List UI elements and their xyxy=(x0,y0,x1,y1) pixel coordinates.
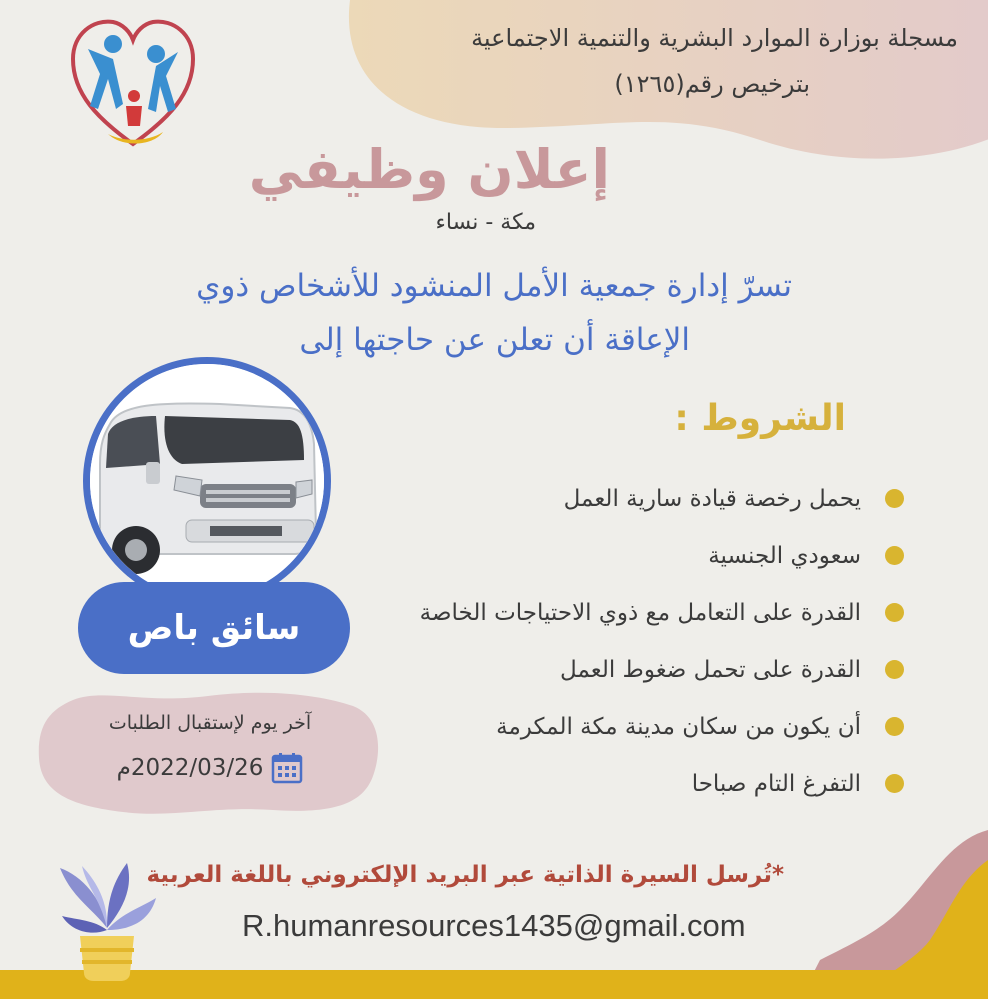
list-item xyxy=(384,527,904,584)
list-item xyxy=(384,470,904,527)
van-photo-frame xyxy=(83,357,331,605)
deadline-date-row xyxy=(60,752,360,784)
list-item xyxy=(384,584,904,641)
bullet-dot-icon xyxy=(885,546,904,565)
condition-text: التفرغ التام صباحا xyxy=(691,770,861,797)
deadline-date: 2022/03/26م xyxy=(116,755,264,781)
list-item xyxy=(384,698,904,755)
conditions-list xyxy=(384,470,904,812)
van-image xyxy=(90,364,324,598)
job-title-badge xyxy=(78,582,350,674)
location-subtitle: مكة - نساء xyxy=(435,210,536,235)
calendar-icon xyxy=(271,752,303,784)
intro-text-line-1: تسرّ إدارة جمعية الأمل المنشود للأشخاص ذوي xyxy=(196,268,792,304)
intro-text-line-2: الإعاقة أن تعلن عن حاجتها إلى xyxy=(299,322,690,358)
condition-text: سعودي الجنسية xyxy=(708,542,861,569)
bullet-dot-icon xyxy=(885,489,904,508)
cv-submission-note: *تُرسل السيرة الذاتية عبر البريد الإلكتروني باللغة العربية xyxy=(146,862,784,888)
bullet-dot-icon xyxy=(885,774,904,793)
license-number-text: بترخيص رقم(١٢٦٥) xyxy=(614,70,810,98)
deadline-label: آخر يوم لإستقبال الطلبات xyxy=(108,712,312,734)
condition-text: القدرة على تحمل ضغوط العمل xyxy=(560,656,861,683)
bullet-dot-icon xyxy=(885,660,904,679)
page-title: إعلان وظيفي xyxy=(248,138,610,201)
registration-text: مسجلة بوزارة الموارد البشرية والتنمية الاجتماعية xyxy=(471,24,958,52)
condition-text: يحمل رخصة قيادة سارية العمل xyxy=(563,485,861,512)
job-title: سائق باص xyxy=(127,608,301,648)
list-item xyxy=(384,641,904,698)
list-item xyxy=(384,755,904,812)
contact-email[interactable]: R.humanresources1435@gmail.com xyxy=(242,908,746,943)
condition-text: القدرة على التعامل مع ذوي الاحتياجات الخاصة xyxy=(419,599,861,626)
bullet-dot-icon xyxy=(885,603,904,622)
organization-logo xyxy=(68,14,198,154)
bullet-dot-icon xyxy=(885,717,904,736)
condition-text: أن يكون من سكان مدينة مكة المكرمة xyxy=(496,713,861,740)
conditions-heading: الشروط : xyxy=(674,398,846,439)
